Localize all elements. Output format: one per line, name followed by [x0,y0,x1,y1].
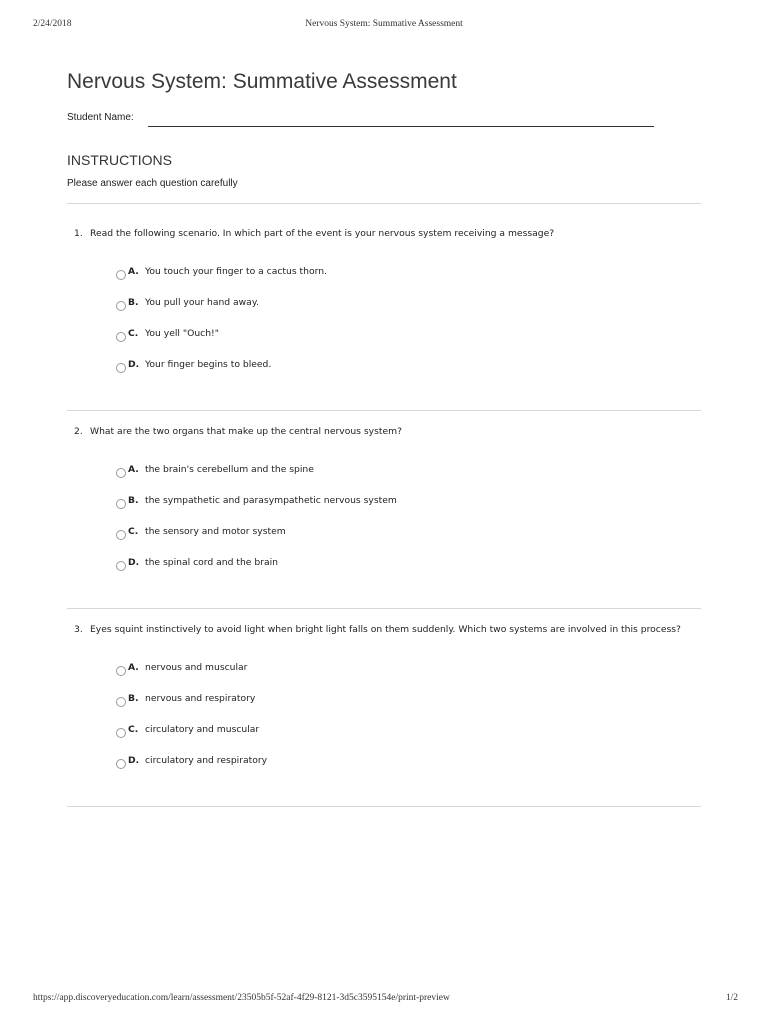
student-name-label: Student Name: [67,112,134,123]
option-text: circulatory and muscular [145,724,260,735]
student-name-row [67,112,657,128]
instructions-heading: INSTRUCTIONS [67,152,172,168]
option-letter: B. [128,693,139,704]
option-letter: B. [128,297,139,308]
option-letter: A. [128,662,139,673]
option-letter: D. [128,359,140,370]
print-footer [0,993,768,1007]
option-letter: D. [128,557,140,568]
question-text: Read the following scenario. In which part of the event is your nervous system receiving a message? [90,228,555,239]
option-text: the sensory and motor system [145,526,286,537]
question-number: 2. [74,426,83,437]
radio-button[interactable] [116,363,126,373]
assessment-title: Nervous System: Summative Assessment [67,70,457,93]
question-number: 3. [74,624,83,635]
option-text: nervous and respiratory [145,693,256,704]
option-letter: D. [128,755,140,766]
student-name-line [148,126,654,127]
radio-button[interactable] [116,301,126,311]
question-3 [67,624,707,766]
print-page-title: Nervous System: Summative Assessment [305,19,463,29]
option-text: You yell "Ouch!" [145,328,219,339]
option-text: the spinal cord and the brain [145,557,278,568]
radio-button[interactable] [116,499,126,509]
question-text: What are the two organs that make up the central nervous system? [90,426,402,437]
option-text: the brain's cerebellum and the spine [145,464,314,475]
option-letter: C. [128,526,139,537]
print-url: https://app.discoveryeducation.com/learn/assessment/23505b5f-52af-4f29-8121-3d5c3595154e/print-preview [33,993,450,1003]
option-letter: C. [128,328,139,339]
radio-button[interactable] [116,697,126,707]
option-text: circulatory and respiratory [145,755,268,766]
option-text: nervous and muscular [145,662,248,673]
radio-button[interactable] [116,728,126,738]
option-letter: C. [128,724,139,735]
option-text: You pull your hand away. [145,297,259,308]
option-letter: A. [128,464,139,475]
question-2 [67,426,707,568]
option-text: Your finger begins to bleed. [145,359,272,370]
option-letter: A. [128,266,139,277]
print-header [0,19,768,33]
radio-button[interactable] [116,332,126,342]
print-date: 2/24/2018 [33,19,72,29]
radio-button[interactable] [116,270,126,280]
divider [67,203,701,204]
option-text: the sympathetic and parasympathetic nervous system [145,495,397,506]
radio-button[interactable] [116,666,126,676]
option-text: You touch your finger to a cactus thorn. [145,266,327,277]
divider [67,410,701,411]
page-number: 1/2 [725,993,738,1003]
option-letter: B. [128,495,139,506]
radio-button[interactable] [116,468,126,478]
question-text: Eyes squint instinctively to avoid light when bright light falls on them suddenly. Which two systems are involved in this process? [90,624,681,635]
question-1 [67,228,707,370]
divider [67,608,701,609]
instructions-text: Please answer each question carefully [67,178,238,189]
radio-button[interactable] [116,759,126,769]
radio-button[interactable] [116,530,126,540]
divider [67,806,701,807]
radio-button[interactable] [116,561,126,571]
question-number: 1. [74,228,83,239]
